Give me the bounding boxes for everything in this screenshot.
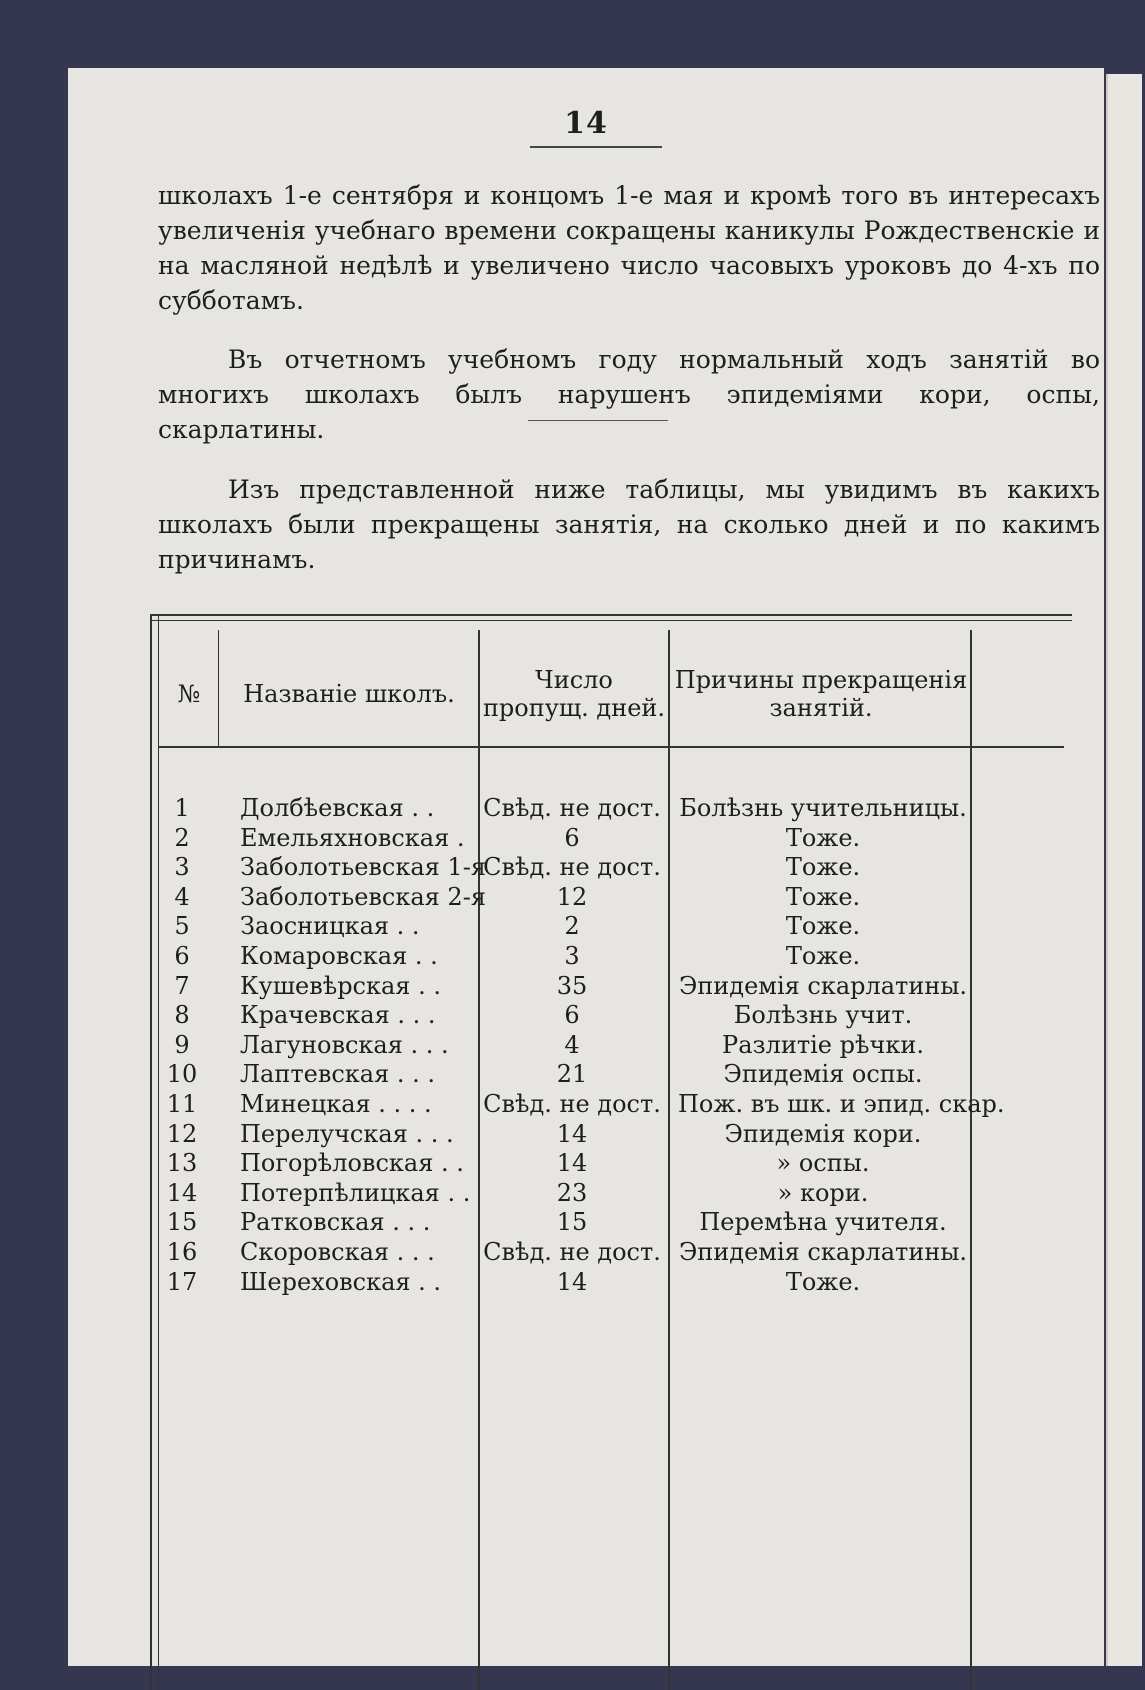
- row-number: 10: [166, 1060, 198, 1089]
- row-number: 16: [166, 1237, 198, 1266]
- missed-days: Свѣд. не дост.: [483, 794, 661, 822]
- table-row: [150, 853, 1072, 883]
- row-number: 15: [166, 1208, 198, 1237]
- school-name: Кушевѣрская . .: [240, 971, 441, 1000]
- closure-reason: Эпидемія кори.: [724, 1119, 922, 1148]
- row-number: 6: [174, 941, 190, 970]
- missed-days: 23: [556, 1178, 588, 1207]
- table-body: [150, 794, 1072, 1297]
- closure-reason: Тоже.: [785, 1267, 861, 1296]
- closure-reason: Эпидемія оспы.: [723, 1060, 923, 1089]
- missed-days: 14: [556, 1267, 588, 1296]
- school-name: Крачевская . . .: [240, 1001, 436, 1030]
- missed-days: 4: [564, 1030, 580, 1059]
- col-divider-num: [218, 630, 219, 748]
- missed-days: 14: [556, 1149, 588, 1178]
- row-number: 17: [166, 1267, 198, 1296]
- row-number: 3: [174, 853, 190, 882]
- closure-reason: Болѣзнь учит.: [733, 1001, 913, 1030]
- school-name: Заболотьевская 2-я: [240, 882, 486, 911]
- row-number: 13: [166, 1149, 198, 1178]
- row-number: 2: [174, 823, 190, 852]
- table-row: [150, 794, 1072, 824]
- table-row: [150, 1149, 1072, 1179]
- row-number: 4: [174, 882, 190, 911]
- table-row: [150, 1031, 1072, 1061]
- next-page-edge: [1106, 74, 1142, 1666]
- page-number: 14: [564, 106, 608, 141]
- closure-reason: Болѣзнь учительницы.: [679, 794, 967, 822]
- table-top-rule-thin: [150, 620, 1072, 621]
- book-page: [68, 68, 1104, 1666]
- page-number-rule: [530, 146, 662, 148]
- school-name: Погорѣловская . .: [240, 1149, 464, 1178]
- missed-days: Свѣд. не дост.: [483, 1237, 661, 1266]
- table-header-rule: [158, 746, 1064, 748]
- school-name: Заболотьевская 1-я: [240, 853, 486, 882]
- header-name: Названіе школъ.: [243, 680, 455, 708]
- row-number: 7: [174, 971, 190, 1000]
- school-name: Емельяхновская .: [240, 823, 465, 852]
- missed-days: 21: [556, 1060, 588, 1089]
- school-name: Потерпѣлицкая . .: [240, 1178, 471, 1207]
- row-number: 12: [166, 1119, 198, 1148]
- table-row: [150, 1060, 1072, 1090]
- header-reason: Причины прекращенія занятій.: [674, 666, 968, 722]
- missed-days: 14: [556, 1119, 588, 1148]
- table-row: [150, 1090, 1072, 1120]
- row-number: 5: [174, 912, 190, 941]
- table-row: [150, 912, 1072, 942]
- closure-reason: Тоже.: [785, 882, 861, 911]
- school-name: Скоровская . . .: [240, 1237, 435, 1266]
- missed-days: 2: [564, 912, 580, 941]
- closure-reason: Эпидемія скарлатины.: [678, 1237, 968, 1266]
- school-name: Лаптевская . . .: [240, 1060, 435, 1089]
- row-number: 11: [166, 1089, 198, 1118]
- missed-days: 3: [564, 941, 580, 970]
- closure-reason: Разлитіе рѣчки.: [722, 1030, 924, 1059]
- missed-days: Свѣд. не дост.: [483, 853, 661, 882]
- table-top-rule: [150, 614, 1072, 616]
- header-num: №: [177, 680, 201, 708]
- table-row: [150, 1268, 1072, 1298]
- paragraph-1: школахъ 1-е сентября и концомъ 1-е мая и кромѣ того въ интересахъ увеличенія учебнаго времени сокращены каникулы Рождественскіе и на масляной недѣлѣ и увеличено число часовыхъ уроковъ до 4-хъ по субботамъ.: [158, 181, 1100, 315]
- missed-days: 15: [556, 1208, 588, 1237]
- closure-reason: Тоже.: [785, 941, 861, 970]
- closure-reason: Эпидемія скарлатины.: [678, 971, 968, 1000]
- row-number: 1: [174, 794, 190, 822]
- table-row: [150, 1120, 1072, 1150]
- missed-days: 6: [564, 1001, 580, 1030]
- row-number: 14: [166, 1178, 198, 1207]
- table-row: [150, 824, 1072, 854]
- paragraph-3: Изъ представленной ниже таблицы, мы увидимъ въ какихъ школахъ были прекращены занятія, на сколько дней и по какимъ причинамъ.: [158, 475, 1100, 574]
- table-row: [150, 1208, 1072, 1238]
- closure-reason: Перемѣна учителя.: [699, 1208, 947, 1237]
- school-name: Шереховская . .: [240, 1267, 442, 1296]
- row-number: 8: [174, 1001, 190, 1030]
- school-name: Лагуновская . . .: [240, 1030, 449, 1059]
- school-name: Перелучская . . .: [240, 1119, 454, 1148]
- table-row: [150, 1238, 1072, 1268]
- closure-reason: Пож. въ шк. и эпид. скар.: [678, 1089, 1005, 1118]
- paragraph-2: Въ отчетномъ учебномъ году нормальный ходъ занятій во многихъ школахъ былъ нарушенъ эпидеміями кори, оспы, скарлатины.: [158, 345, 1100, 444]
- missed-days: 12: [556, 882, 588, 911]
- header-days: Число пропущ. дней.: [482, 666, 666, 722]
- table-row: [150, 883, 1072, 913]
- school-name: Комаровская . .: [240, 941, 438, 970]
- table-row: [150, 942, 1072, 972]
- missed-days: 6: [564, 823, 580, 852]
- table-row: [150, 1179, 1072, 1209]
- schools-table: [150, 614, 1072, 1690]
- closure-reason: » оспы.: [776, 1149, 870, 1178]
- divider-rule: [528, 420, 668, 421]
- closure-reason: Тоже.: [785, 823, 861, 852]
- closure-reason: » кори.: [777, 1178, 869, 1207]
- closure-reason: Тоже.: [785, 912, 861, 941]
- school-name: Минецкая . . . .: [240, 1089, 432, 1118]
- school-name: Долбѣевская . .: [240, 794, 435, 822]
- missed-days: Свѣд. не дост.: [483, 1089, 661, 1118]
- school-name: Заосницкая . .: [240, 912, 420, 941]
- table-row: [150, 1001, 1072, 1031]
- school-name: Ратковская . . .: [240, 1208, 431, 1237]
- closure-reason: Тоже.: [785, 853, 861, 882]
- row-number: 9: [174, 1030, 190, 1059]
- table-row: [150, 972, 1072, 1002]
- missed-days: 35: [556, 971, 588, 1000]
